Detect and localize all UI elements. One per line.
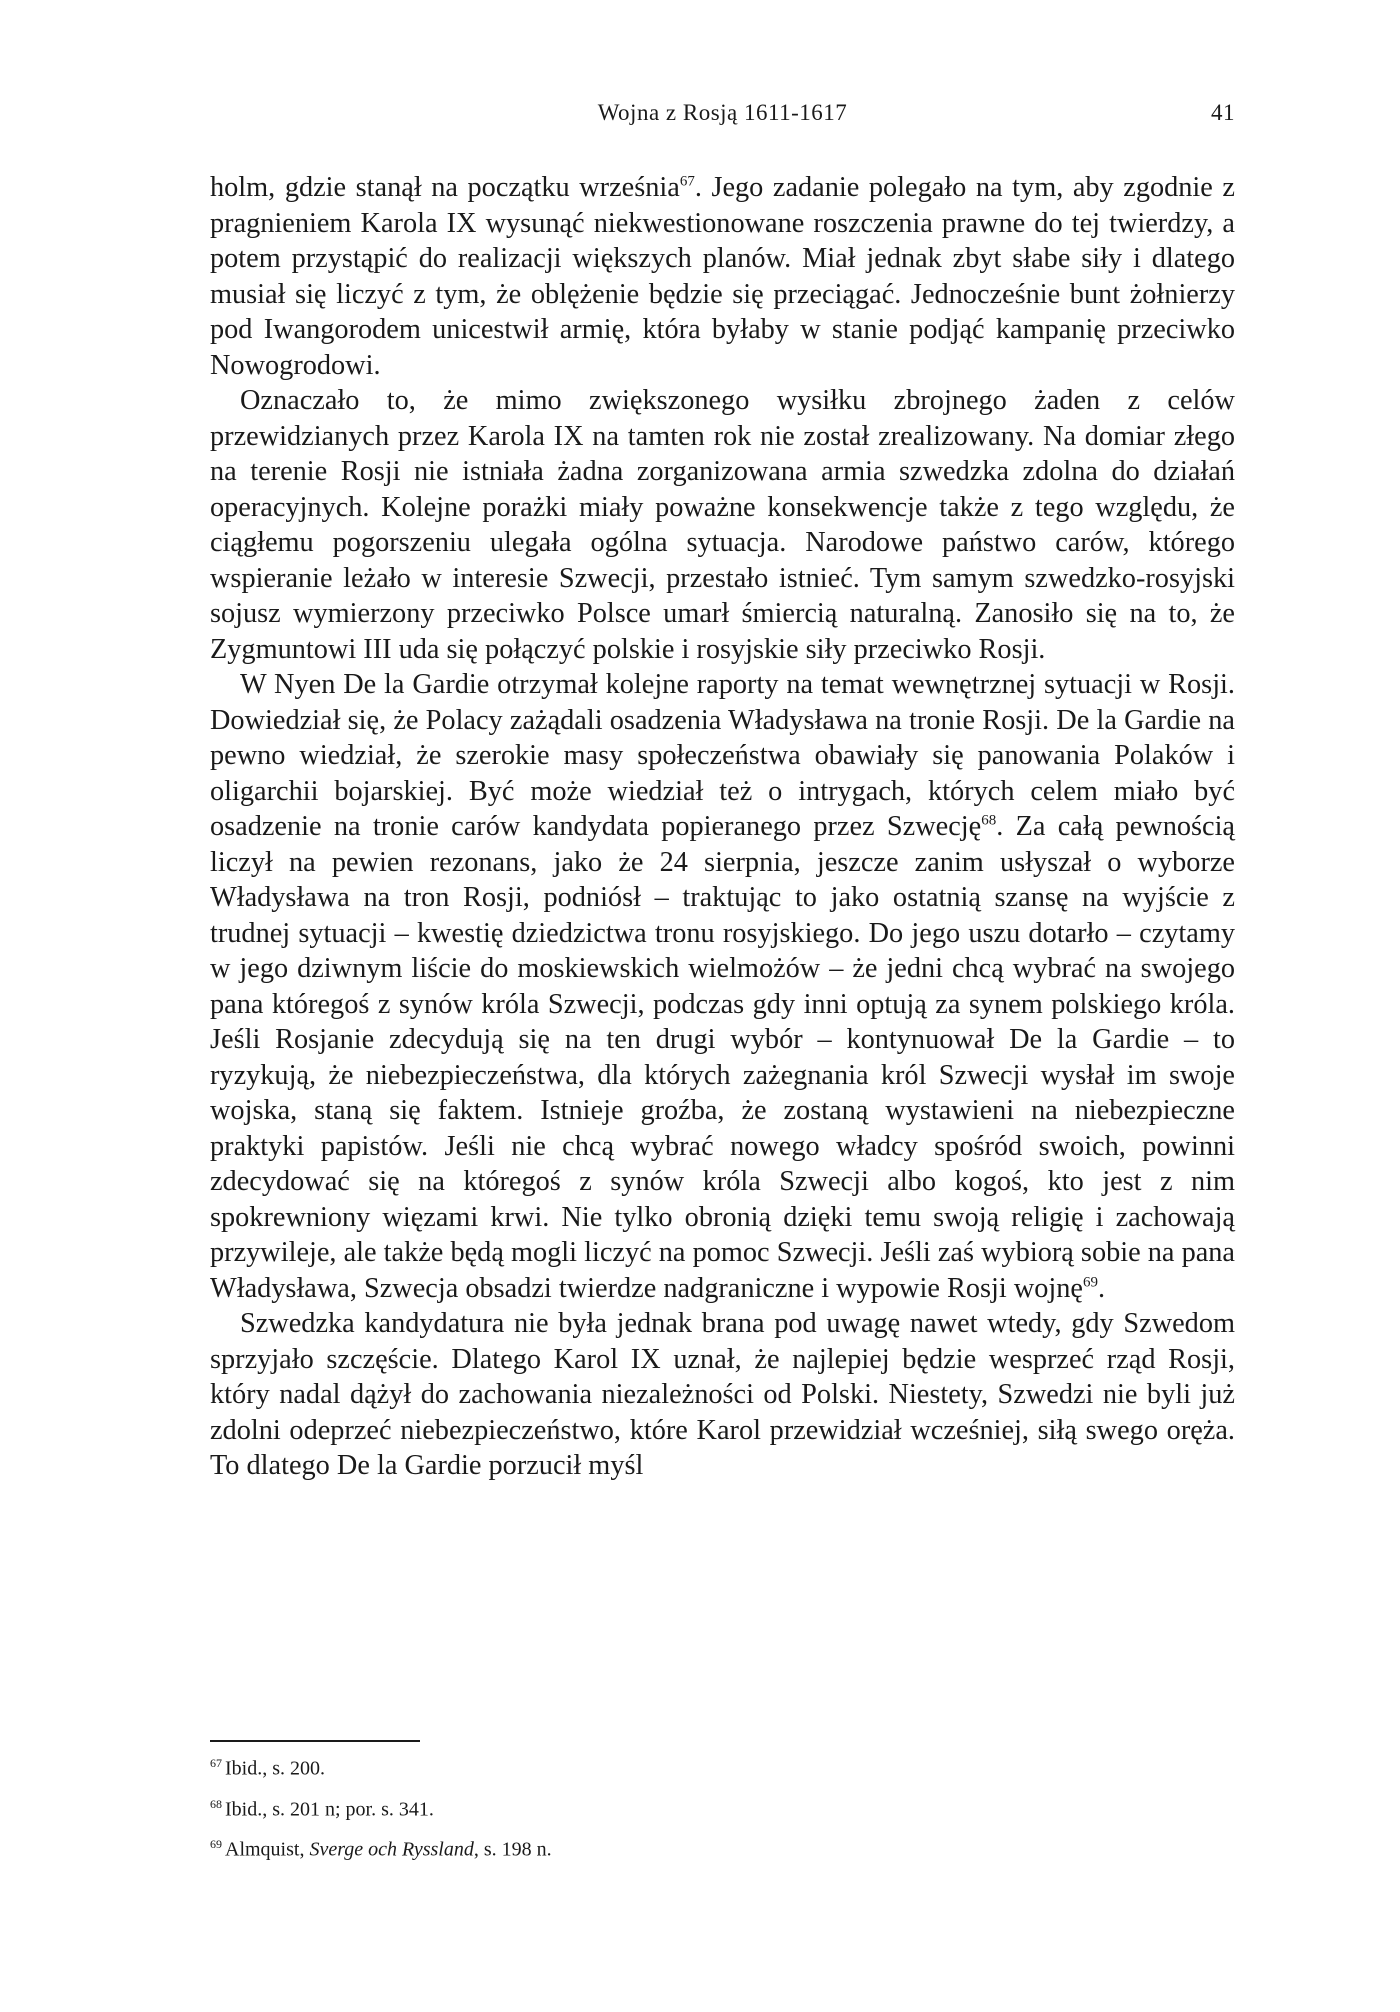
footnote-ref-68: 68 bbox=[981, 812, 997, 829]
paragraph-4: Szwedzka kandydatura nie była jednak brana pod uwagę nawet wtedy, gdy Szwedom sprzyjało szczęście. Dlatego Karol IX uznał, że najlepiej będzie wesprzeć rząd Rosji, który nadal dążył do zachowania niezależności od Polski. Niestety, Szwedzi nie byli już zdolni odeprzeć niebezpieczeństwo, które Karol przewidział wcześniej, siłą swego oręża. To dlatego De la Gardie porzucił myśl bbox=[210, 1308, 1235, 1481]
footnote-number: 68 bbox=[210, 1796, 222, 1811]
running-title: Wojna z Rosją 1611-1617 bbox=[597, 100, 848, 125]
paragraph-text: . Jego zadanie polegało na tym, aby zgodnie z pragnieniem Karola IX wysunąć niekwestionowane roszczenia prawne do tej twierdzy, a potem przystąpić do realizacji większych planów. Miał jednak zbyt słabe siły i dlatego musiał się liczyć z tym, że oblężenie będzie się przeciągać. Jednocześnie bunt żołnierzy pod Iwangorodem unicestwił armię, która byłaby w stanie podjąć kampanię przeciwko Nowogrodowi. bbox=[210, 172, 1235, 381]
paragraph-2: Oznaczało to, że mimo zwiększonego wysiłku zbrojnego żaden z celów przewidzianych przez Karola IX na tamten rok nie został zrealizowany. Na domiar złego na terenie Rosji nie istniała żadna zorganizowana armia szwedzka zdolna do działań operacyjnych. Kolejne porażki miały poważne konsekwencje także z tego względu, że ciągłemu pogorszeniu ulegała ogólna sytuacja. Narodowe państwo carów, którego wspieranie leżało w interesie Szwecji, przestało istnieć. Tym samym szwedzko-rosyjski sojusz wymierzony przeciwko Polsce umarł śmiercią naturalną. Zanosiło się na to, że Zygmuntowi III uda się połączyć polskie i rosyjskie siły przeciwko Rosji. bbox=[210, 385, 1235, 665]
footnote-text: Ibid., s. 200. bbox=[225, 1757, 325, 1780]
footnote-text: Ibid., s. 201 n; por. s. 341. bbox=[225, 1798, 434, 1821]
paragraph-text: . Za całą pewnością liczył na pewien rezonans, jako że 24 sierpnia, jeszcze zanim usłyszał o wyborze Władysława na tron Rosji, podniósł – traktując to jako ostatnią szansę na wyjście z trudnej sytuacji – kwestię dziedzictwa tronu rosyjskiego. Do jego uszu dotarło – czytamy w jego dziwnym liście do moskiewskich wielmożów – że jedni chcą wybrać na swojego pana któregoś z synów króla Szwecji, podczas gdy inni optują za synem polskiego króla. Jeśli Rosjanie zdecydują się na ten drugi wybór – kontynuował De la Gardie – to ryzykują, że niebezpieczeństwa, dla których zażegnania król Szwecji wysłał im swoje wojska, staną się faktem. Istnieje groźba, że zostaną wystawieni na niebezpieczne praktyki papistów. Jeśli nie chcą wybrać nowego władcy spośród swoich, powinni zdecydować się na któregoś z synów króla Szwecji albo kogoś, kto jest z nim spokrewniony więzami krwi. Nie tylko obronią dzięki temu swoją religię i zachowają przywileje, ale także będą mogli liczyć na pomoc Szwecji. Jeśli zaś wybiorą sobie na pana Władysława, Szwecja obsadzi twierdze nadgraniczne i wypowie Rosji wojnę bbox=[210, 811, 1235, 1304]
footnote-text: Almquist, bbox=[225, 1838, 310, 1861]
footnote-69 bbox=[210, 1837, 1235, 1862]
footnote-divider bbox=[210, 1740, 420, 1742]
paragraph-1 bbox=[210, 170, 1235, 383]
page-number: 41 bbox=[1211, 100, 1235, 125]
footnote-68 bbox=[210, 1797, 1235, 1822]
footnote-ref-69: 69 bbox=[1082, 1274, 1098, 1291]
paragraph-3 bbox=[210, 667, 1235, 1306]
footnote-number: 67 bbox=[210, 1756, 222, 1770]
paragraph-text: holm, gdzie stanął na początku września bbox=[210, 172, 680, 203]
footnote-book-title: Sverge och Ryssland bbox=[309, 1838, 474, 1861]
footnote-number: 69 bbox=[210, 1837, 222, 1852]
footnote-67 bbox=[210, 1756, 1235, 1781]
body-text bbox=[210, 170, 1235, 1484]
paragraph-text: W Nyen De la Gardie otrzymał kolejne raporty na temat wewnętrznej sytuacji w Rosji. Dowiedział się, że Polacy zażądali osadzenia Władysława na tronie Rosji. De la Gardie na pewno wiedział, że szerokie masy społeczeństwa obawiały się panowania Polaków i oligarchii bojarskiej. Być może wiedział też o intrygach, których celem miało być osadzenie na tronie carów kandydata popieranego przez Szwecję bbox=[210, 669, 1235, 842]
footnote-text: , s. 198 n. bbox=[473, 1838, 552, 1861]
footnotes bbox=[210, 1740, 1235, 1878]
footnote-ref-67: 67 bbox=[679, 173, 695, 190]
paragraph-text: . bbox=[1097, 1272, 1106, 1304]
